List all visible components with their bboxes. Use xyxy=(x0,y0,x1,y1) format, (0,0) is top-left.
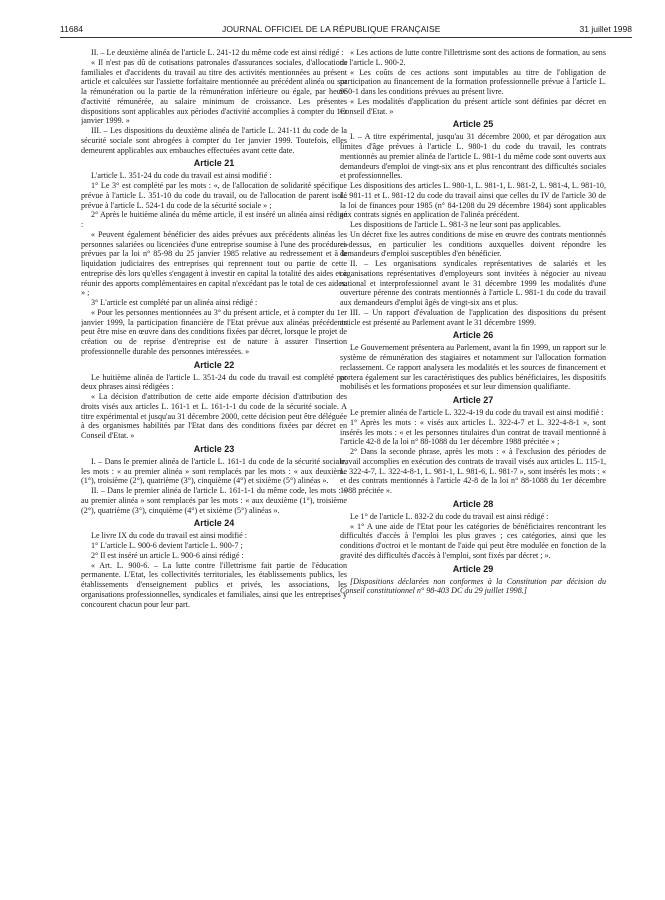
paragraph: I. – Dans le premier alinéa de l'article L. 161-1 du code de la sécurité sociale, les mots : « au premier alinéa » sont remplacés par les mots : « aux deuxième (1°), troisième (2°), quatrième (3°), cinquième (4°) et sixième (5°) alinéas ». xyxy=(81,456,347,486)
header-rule xyxy=(60,37,632,38)
paragraph: II. – Dans le premier alinéa de l'article L. 161-1-1 du même code, les mots : « au premier alinéa » sont remplacés par les mots : « aux deuxième (1°), troisième (2°), quatrième (3°), cinquième (4°) et sixième (5°) alinéas ». xyxy=(81,486,347,515)
paragraph: « Les actions de lutte contre l'illettrisme sont des actions de formation, au sens de l'article L. 900-2. xyxy=(340,48,606,67)
paragraph: Le 1° de l'article L. 832-2 du code du travail est ainsi rédigé : xyxy=(350,511,549,521)
paragraph: « Art. L. 900-6. – La lutte contre l'illettrisme fait partie de l'éducation permanente. L'Etat, les collectivités territoriales, les établissements publics, les établissements d'enseignement publics et privés, les associations, les organisations professionnelles, syndicales et familiales, ainsi que les entreprises y concourent chacun pour leur part. xyxy=(81,560,347,609)
paragraph: 3° L'article est complété par un alinéa ainsi rédigé : xyxy=(91,298,258,307)
paragraph: Le livre IX du code du travail est ainsi modifié : xyxy=(91,531,247,541)
paragraph: 1° Le 3° est complété par les mots : «, de l'allocation de solidarité spécifique prévue à l'article L. 351-10 du code du travail, ou de l'allocation de parent isolé prévue à l'article L. 524-1 du code de la sécurité sociale » ; xyxy=(81,181,347,210)
paragraph: « Pour les personnes mentionnées au 3° du présent article, et à compter du 1er janvier 1999, la participation financière de l'Etat prévue aux alinéas précédents peut être mise en œuvre dans des conditions fixées par décret, lorsque le projet de création ou de reprise d'entreprise est de nature à assurer l'insertion professionnelle durable des personnes intéressées. » xyxy=(81,307,347,356)
paragraph: Un décret fixe les autres conditions de mise en œuvre des contrats mentionnés ci-dessus, en particulier les conditions auxquelles doivent répondre les demandeurs d'emploi susceptibles d'en bénéficier. xyxy=(340,229,606,259)
article-heading: Article 29 xyxy=(452,563,494,574)
publication-date: 31 juillet 1998 xyxy=(579,24,632,34)
paragraph: Le huitième alinéa de l'article L. 351-24 du code du travail est complété par deux phrases ainsi rédigées : xyxy=(81,372,347,392)
article-heading: Article 23 xyxy=(193,443,235,454)
paragraph: Le Gouvernement présentera au Parlement, avant la fin 1999, un rapport sur le système de rémunération des stagiaires et notamment sur l'allocation formation reclassement. Ce rapport analysera les modalités et les sources de financement et portera également sur les caractéristiques des publics bénéficiaires, les dispositifs mobilisés et les formations proposées et sur leur dimension qualifiante. xyxy=(340,343,606,392)
article-heading: Article 21 xyxy=(193,158,235,169)
paragraph: « 1° A une aide de l'Etat pour les catégories de bénéficiaires rencontrant les difficultés d'accès à l'emploi les plus graves ; ces catégories, ainsi que les conditions d'octroi et le montant de l'aide qui peut être modulée en fonction de la gravité des difficultés d'accès à l'emploi, sont fixés par décret ; ». xyxy=(340,521,606,560)
paragraph: II. – Le deuxième alinéa de l'article L. 241-12 du même code est ainsi rédigé : xyxy=(91,48,344,57)
paragraph: « La décision d'attribution de cette aide emporte décision d'attribution des droits visés aux articles L. 161-1 et L. 161-1-1 du code de la sécurité sociale. A titre expérimental et jusqu'au 31 décembre 2000, cette décision peut être déléguée à des organismes habilités par l'Etat dans des conditions fixées par décret en Conseil d'Etat. » xyxy=(81,392,347,440)
paragraph: 1° Après les mots : « visés aux articles L. 322-4-7 et L. 322-4-8-1 », sont insérés les mots : « et les personnes titulaires d'un contrat de travail mentionné à l'article 42-8 de la loi n° 88-1088 du 1er décembre 1988 précitée » ; xyxy=(340,417,606,447)
article-heading: Article 22 xyxy=(193,359,235,370)
article-heading: Article 24 xyxy=(193,518,235,529)
paragraph: I. – A titre expérimental, jusqu'au 31 décembre 2000, et par dérogation aux limites d'âge prévues à l'article L. 980-1 du code du travail, les contrats mentionnés au premier alinéa de l'article L. 981-1 du même code sont ouverts aux demandeurs d'emploi de vingt-six ans et plus rencontrant des difficultés sociales et professionnelles. xyxy=(340,132,606,181)
left-column xyxy=(81,48,347,888)
article-heading: Article 26 xyxy=(452,330,494,341)
paragraph: III. – Les dispositions du deuxième alinéa de l'article L. 241-11 du code de la sécurité sociale sont abrogées à compter du 1er janvier 1999. Toutefois, elles demeurent applicables aux embauches effectuées avant cette date. xyxy=(81,126,347,155)
paragraph: 1° L'article L. 900-6 devient l'article L. 900-7 ; xyxy=(91,541,243,550)
paragraph: II. – Les organisations syndicales représentatives de salariés et les organisations représentatives d'employeurs sont invitées à négocier au niveau national et interprofessionnel avant le 31 décembre 1999 les modalités d'une ouverture pérenne des contrats mentionnés à l'article L. 981-1 du code du travail aux demandeurs d'emploi âgés de vingt-six ans et plus. xyxy=(340,259,606,307)
paragraph: L'article L. 351-24 du code du travail est ainsi modifié : xyxy=(91,171,272,181)
paragraph: 2° Il est inséré un article L. 900-6 ainsi rédigé : xyxy=(91,550,244,560)
page-number: 11684 xyxy=(60,24,84,34)
journal-title: JOURNAL OFFICIEL DE LA RÉPUBLIQUE FRANÇAISE xyxy=(221,24,441,34)
paragraph: Les dispositions de l'article L. 981-3 ne leur sont pas applicables. xyxy=(350,220,561,229)
paragraph: « Les modalités d'application du présent article sont définies par décret en Conseil d'Etat. » xyxy=(340,96,606,116)
paragraph: 2° Après le huitième alinéa du même article, il est inséré un alinéa ainsi rédigé : xyxy=(81,210,347,229)
paragraph: Les dispositions des articles L. 980-1, L. 981-1, L. 981-2, L. 981-4, L. 981-10, L. 981-11 et L. 981-12 du code du travail ainsi que celles du IV de l'article 30 de la loi de finances pour 1985 (n° 84-1208 du 29 décembre 1984) sont applicables aux contrats signés en application de l'alinéa précédent. xyxy=(340,181,606,220)
paragraph: « Les coûts de ces actions sont imputables au titre de l'obligation de participation au financement de la formation professionnelle prévue à l'article L. 950-1 dans les conditions prévues au présent livre. xyxy=(340,67,606,96)
paragraph: Le premier alinéa de l'article L. 322-4-19 du code du travail est ainsi modifié : xyxy=(350,408,604,417)
article-heading: Article 27 xyxy=(452,395,494,405)
paragraph: « Peuvent également bénéficier des aides prévues aux précédents alinéas les personnes salariées ou licenciées d'une entreprise soumise à l'une des procédures prévues par la loi n° 85-98 du 25 janvier 1985 relative au redressement et à la liquidation judiciaires des entreprises qui reprennent tout ou partie de cette entreprise dès lors qu'elles s'engagent à investir en capital la totalité des aides et à réunir des apports complémentaires en capital n'excédant pas le total de ces aides. » ; xyxy=(81,229,347,298)
right-column xyxy=(340,48,606,888)
page-header xyxy=(60,22,632,36)
paragraph: 2° Dans la seconde phrase, après les mots : « à l'exclusion des périodes de travail accomplies en exécution des contrats de travail visés aux articles L. 115-1, L. 322-4-7, L. 322-4-8-1, L. 981-1, L. 981-6, L. 981-7 », sont insérés les mots : « et des contrats mentionnés à l'article 42-8 de la loi n° 88-1088 du 1er décembre 1988 précitée ». xyxy=(340,447,606,495)
article-heading: Article 28 xyxy=(452,498,494,509)
paragraph: « Il n'est pas dû de cotisations patronales d'assurances sociales, d'allocations familiales et d'accidents du travail au titre des activités mentionnées au présent article et calculées sur l'assiette forfaitaire mentionnée au précédent alinéa ou sur la rémunération ou la partie de la rémunération inférieure ou égale, par heure d'activité rémunérée, au salaire minimum de croissance. Les présentes dispositions sont applicables aux périodes d'activité accomplies à compter du 1er janvier 1999. » xyxy=(81,57,347,126)
article-heading: Article 25 xyxy=(452,119,494,130)
paragraph: III. – Un rapport d'évaluation de l'application des dispositions du présent article est présenté au Parlement avant le 31 décembre 1999. xyxy=(340,307,606,327)
paragraph: [Dispositions déclarées non conformes à la Constitution par décision du Conseil constitutionnel n° 98-403 DC du 29 juillet 1998.] xyxy=(340,576,606,596)
